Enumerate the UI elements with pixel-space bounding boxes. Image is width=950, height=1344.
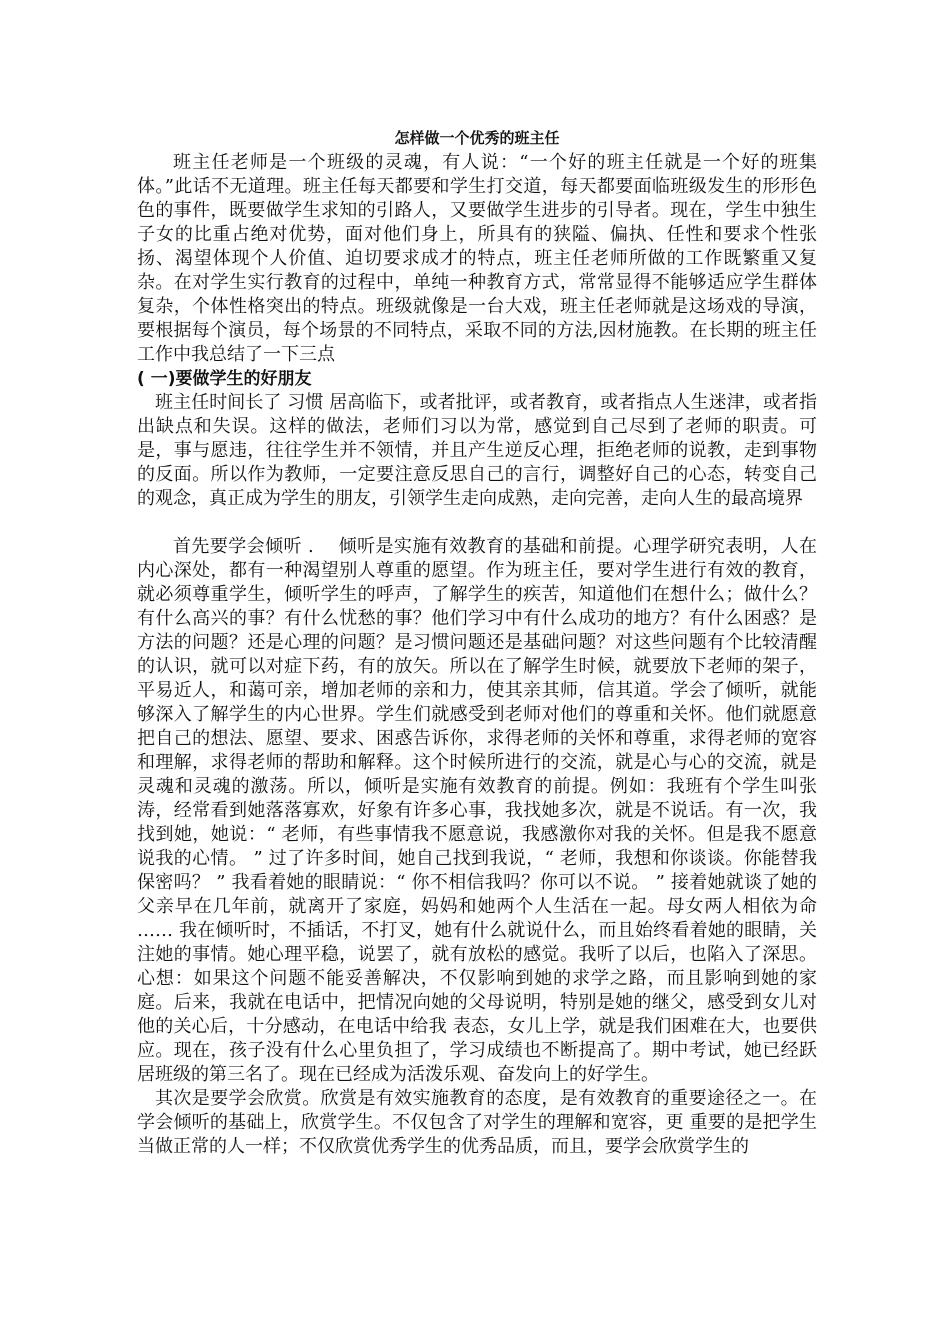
section1-paragraph: 班主任时间长了 习惯 居高临下，或者批评，或者教育，或者指点人生迷津，或者指出缺点和失误。这样的做法，老师们习以为常，感觉到自己尽到了老师的职责。可是，事与愿违，往往学生并不领情，并且产生逆反心理，拒绝老师的说教，走到事物的反面。所以作为教师，一定要注意反思自己的言行，调整好自己的心态，转变自己的观念，真正成为学生的朋友，引领学生走向成熟，走向完善，走向人生的最高境界 bbox=[137, 392, 817, 509]
section-heading-1: ( 一)要做学生的好朋友 bbox=[137, 369, 312, 389]
listening-paragraph: 首先要学会倾听 . 倾听是实施有效教育的基础和前提。心理学研究表明，人在内心深处，都有一种渴望别人尊重的愿望。作为班主任，要对学生进行有效的教育，就必须尊重学生，倾听学生的呼声，了解学生的疾苦，知道他们在想什么；做什么？有什么高兴的事？有什么忧愁的事？他们学习中有什么成功的地方？有什么困惑？是方法的问题？还是心理的问题？是习惯问题还是基础问题？对这些问题有个比较清醒的认识，就可以对症下药，有的放矢。所以在了解学生时候，就要放下老师的架子，平易近人，和蔼可亲，增加老师的亲和力，使其亲其师，信其道。学会了倾听，就能够深入了解学生的内心世界。学生们就感受到老师对他们的尊重和关怀。他们就愿意把自己的想法、愿望、要求、困惑告诉你，求得老师的关怀和尊重，求得老师的宽容和理解，求得老师的帮助和解释。这个时候所进行的交流，就是心与心的交流，就是灵魂和灵魂的激荡。所以，倾听是实施有效教育的前提。例如：我班有个学生叫张涛，经常看到她落落寡欢，好象有许多心事，我找她多次，就是不说话。有一次，我找到她，她说：“ 老师，有些事情我不愿意说，我感激你对我的关怀。但是我不愿意说我的心情。 ” 过了许多时间，她自己找到我说，“ 老师，我想和你谈谈。你能替我保密吗？ ” 我看着她的眼睛说：“ 你不相信我吗？你可以不说。 ” 接着她就谈了她的父亲早在几年前，就离开了家庭，妈妈和她两个人生活在一起。母女两人相依为命 …… 我在倾听时，不插话，不打叉，她有什么就说什么，而且始终看着她的眼睛，关注她的事情。她心理平稳，说罢了，就有放松的感觉。我听了以后，也陷入了深思。心想：如果这个问题不能妥善解决，不仅影响到她的求学之路，而且影响到她的家庭。后来，我就在电话中，把情况向她的父母说明，特别是她的继父，感受到女儿对他的关心后，十分感动，在电话中给我 表态，女儿上学，就是我们困难在大，也要供应。现在，孩子没有什么心里负担了，学习成绩也不断提高了。期中考试，她已经跃居班级的第三名了。现在已经成为活泼乐观、奋发向上的好学生。 bbox=[137, 536, 817, 1085]
document-title: 怎样做一个优秀的班主任 bbox=[394, 129, 560, 147]
intro-paragraph: 班主任老师是一个班级的灵魂，有人说：“一个好的班主任就是一个好的班集体。”此话不无道理。班主任每天都要和学生打交道，每天都要面临班级发生的形形色色的事件，既要做学生求知的引路人，又要做学生进步的引导者。现在，学生中独生子女的比重占绝对优势，面对他们身上，所具有的狭隘、偏执、任性和要求个性张扬、渴望体现个人价值、迫切要求成才的特点，班主任老师所做的工作既繁重又复杂。在对学生实行教育的过程中，单纯一种教育方式，常常显得不能够适应学生群体复杂，个体性格突出的特点。班级就像是一台大戏，班主任老师就是这场戏的导演，要根据每个演员，每个场景的不同特点，采取不同的方法,因材施教。在长期的班主任工作中我总结了一下三点 bbox=[137, 152, 817, 365]
paragraph-gap bbox=[137, 511, 817, 535]
appreciation-paragraph: 其次是要学会欣赏。欣赏是有效实施教育的态度，是有效教育的重要途径之一。在学会倾听的基础上，欣赏学生。不仅包含了对学生的理解和宽容，更 重要的是把学生当做正常的人一样；不仅欣赏优秀学生的优秀品质，而且，要学会欣赏学生的 bbox=[137, 1088, 817, 1157]
document-body bbox=[137, 127, 817, 1159]
